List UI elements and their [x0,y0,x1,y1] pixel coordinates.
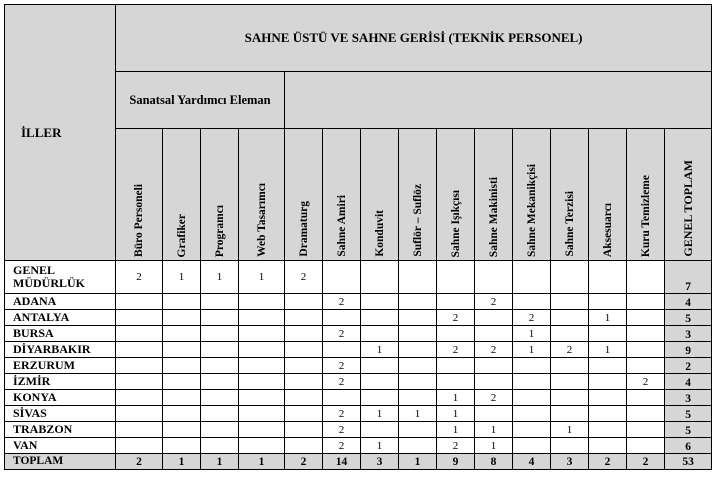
row-total-cell: 4 [665,294,712,310]
table-cell [285,342,323,358]
column-total-cell: 4 [513,454,551,470]
table-cell: 2 [437,310,475,326]
table-cell: 2 [437,342,475,358]
table-cell [589,422,627,438]
table-cell [285,294,323,310]
table-cell [163,406,201,422]
table-cell: 2 [323,438,361,454]
table-cell: 2 [475,294,513,310]
table-cell [239,310,285,326]
group-header: Sanatsal Yardımcı Eleman [116,72,285,129]
column-header [163,129,201,261]
table-cell [116,326,163,342]
column-header [323,129,361,261]
table-cell [475,326,513,342]
row-total-cell: 4 [665,374,712,390]
column-total-cell: 2 [285,454,323,470]
table-cell: 2 [475,342,513,358]
column-header-label: Suflör – Suflöz [411,184,424,257]
table-cell [627,358,665,374]
table-cell [201,358,239,374]
table-cell [239,326,285,342]
row-total-cell: 5 [665,310,712,326]
table-cell: 2 [323,422,361,438]
table-cell [627,342,665,358]
table-cell [627,422,665,438]
table-cell [361,310,399,326]
province-name: ANTALYA [5,310,116,326]
column-total-cell: 1 [163,454,201,470]
table-cell [513,374,551,390]
column-total-cell: 8 [475,454,513,470]
table-cell [399,294,437,310]
table-row [5,342,712,358]
row-total-cell: 5 [665,406,712,422]
table-cell [239,342,285,358]
table-cell [513,358,551,374]
column-header-label: Web Tasarımcı [255,183,268,257]
column-header [239,129,285,261]
group-header-blank [285,72,712,129]
table-cell [116,358,163,374]
column-header [361,129,399,261]
table-cell [323,390,361,406]
province-name: BURSA [5,326,116,342]
table-cell [399,326,437,342]
province-name: ERZURUM [5,358,116,374]
table-cell [437,326,475,342]
table-cell: 2 [323,374,361,390]
province-name: TRABZON [5,422,116,438]
table-cell: 2 [116,261,163,294]
table-cell [285,326,323,342]
table-cell [116,438,163,454]
column-header [399,129,437,261]
table-cell [475,358,513,374]
table-cell [551,358,589,374]
table-row [5,374,712,390]
column-header-label: Grafiker [175,213,188,257]
table-cell [239,422,285,438]
column-header-label: Aksesuarcı [601,202,614,257]
table-cell [201,406,239,422]
table-cell: 1 [361,406,399,422]
table-cell [589,406,627,422]
table-cell [116,406,163,422]
table-cell: 1 [589,310,627,326]
column-header [513,129,551,261]
table-cell: 1 [589,342,627,358]
total-row [5,454,712,470]
table-cell [589,374,627,390]
table-cell: 2 [627,374,665,390]
table-cell [201,374,239,390]
table-cell [239,374,285,390]
column-header-label: Sahne Makinisti [487,176,500,257]
column-header-label: Sahne Işıkçısı [449,189,462,257]
table-row [5,422,712,438]
table-cell: 2 [285,261,323,294]
table-cell [201,438,239,454]
table-cell [399,310,437,326]
table-cell [361,390,399,406]
table-cell [551,326,589,342]
table-cell [551,438,589,454]
table-cell [163,358,201,374]
province-name: VAN [5,438,116,454]
column-header-label: Sahne Terzisi [563,191,576,257]
table-cell [513,422,551,438]
table-cell [399,358,437,374]
row-total-cell: 2 [665,358,712,374]
table-cell [201,294,239,310]
table-cell [551,310,589,326]
table-cell [163,342,201,358]
table-cell: 2 [437,438,475,454]
table-cell: 1 [513,326,551,342]
table-cell [285,438,323,454]
table-cell [513,294,551,310]
row-total-cell: 3 [665,390,712,406]
table-cell [116,374,163,390]
total-label: TOPLAM [5,454,116,470]
table-row [5,261,712,294]
table-cell [201,342,239,358]
table-cell: 1 [475,438,513,454]
table-cell [627,310,665,326]
column-total-cell: 2 [627,454,665,470]
table-cell [627,326,665,342]
table-cell [627,261,665,294]
table-cell [201,310,239,326]
table-cell [163,310,201,326]
table-cell [323,310,361,326]
column-total-cell: 1 [201,454,239,470]
table-cell [116,310,163,326]
table-cell: 1 [361,438,399,454]
table-cell [163,438,201,454]
column-total-cell: 2 [116,454,163,470]
table-cell [239,406,285,422]
column-header-label: Konduvit [373,210,386,257]
table-cell: 1 [437,422,475,438]
column-header [285,129,323,261]
table-cell [551,406,589,422]
table-cell: 2 [323,294,361,310]
province-name: KONYA [5,390,116,406]
table-cell [627,390,665,406]
table-row [5,294,712,310]
table-cell [285,358,323,374]
table-row [5,358,712,374]
table-cell [239,358,285,374]
table-cell: 2 [475,390,513,406]
table-cell: 1 [437,390,475,406]
column-total-cell: 2 [589,454,627,470]
table-cell [513,406,551,422]
table-cell: 1 [163,261,201,294]
table-cell [361,358,399,374]
table-cell: 1 [551,422,589,438]
personnel-table [4,4,712,470]
provinces-header: İLLER [5,5,116,261]
table-cell [285,406,323,422]
column-header-label: Dramaturg [297,201,310,257]
table-cell [361,326,399,342]
table-cell [399,422,437,438]
table-cell [285,374,323,390]
column-header-label: Sahne Amiri [335,195,348,257]
column-header [551,129,589,261]
table-cell [513,390,551,406]
province-name: İZMİR [5,374,116,390]
row-total-cell: 6 [665,438,712,454]
column-header-label: Büro Personeli [133,184,145,257]
table-cell [589,294,627,310]
table-cell [627,294,665,310]
table-cell: 2 [323,406,361,422]
column-header [589,129,627,261]
table-cell [437,358,475,374]
table-cell [399,374,437,390]
table-cell [551,374,589,390]
table-cell [627,438,665,454]
table-cell [399,342,437,358]
column-total-cell: 14 [323,454,361,470]
table-cell [285,310,323,326]
province-name: ADANA [5,294,116,310]
column-header [201,129,239,261]
table-cell [361,261,399,294]
table-row [5,406,712,422]
table-cell [551,294,589,310]
table-cell [589,390,627,406]
table-row [5,438,712,454]
column-header-label: Sahne Mekanikçisi [525,164,538,257]
table-cell [323,261,361,294]
table-cell [116,390,163,406]
column-header [475,129,513,261]
table-cell [399,261,437,294]
table-cell [239,294,285,310]
table-cell [163,326,201,342]
table-cell [239,390,285,406]
table-cell [399,438,437,454]
row-total-cell: 3 [665,326,712,342]
table-cell [513,261,551,294]
province-name: GENEL MÜDÜRLÜK [5,261,116,294]
table-cell: 2 [513,310,551,326]
table-cell [201,326,239,342]
table-cell [589,438,627,454]
province-name: SİVAS [5,406,116,422]
table-title: SAHNE ÜSTÜ VE SAHNE GERİSİ (TEKNİK PERSONEL) [116,5,712,72]
table-row [5,326,712,342]
table-cell: 1 [361,342,399,358]
table-cell: 1 [399,406,437,422]
table-cell: 1 [437,406,475,422]
table-cell [116,294,163,310]
column-header-label: GENEL TOPLAM [680,160,695,257]
table-cell [361,374,399,390]
table-cell [475,406,513,422]
table-cell [163,390,201,406]
table-cell [163,422,201,438]
table-cell [163,294,201,310]
grand-total-cell: 53 [665,454,712,470]
table-cell [201,390,239,406]
column-total-cell: 1 [399,454,437,470]
table-cell [475,374,513,390]
table-cell: 2 [323,326,361,342]
province-name: DİYARBAKIR [5,342,116,358]
table-row [5,390,712,406]
row-total-cell: 7 [665,261,712,294]
table-cell [589,358,627,374]
table-cell: 1 [475,422,513,438]
table-cell [285,422,323,438]
table-cell [513,438,551,454]
table-cell [361,294,399,310]
table-cell [201,422,239,438]
column-header-label: Programcı [213,204,226,257]
column-header [665,129,712,261]
column-total-cell: 9 [437,454,475,470]
column-header [627,129,665,261]
table-cell [361,422,399,438]
table-cell: 2 [551,342,589,358]
table-cell [323,342,361,358]
table-cell: 2 [323,358,361,374]
table-cell [116,342,163,358]
table-cell: 1 [201,261,239,294]
column-header [437,129,475,261]
table-cell [163,374,201,390]
table-cell: 1 [513,342,551,358]
table-cell [589,261,627,294]
table-cell [551,390,589,406]
table-cell [437,261,475,294]
column-total-cell: 3 [551,454,589,470]
column-total-cell: 1 [239,454,285,470]
row-total-cell: 9 [665,342,712,358]
column-total-cell: 3 [361,454,399,470]
table-cell [399,390,437,406]
table-cell [437,374,475,390]
column-header [116,129,163,261]
table-row [5,310,712,326]
table-cell [589,326,627,342]
table-cell [285,390,323,406]
table-cell [116,422,163,438]
table-cell [437,294,475,310]
table-cell [475,310,513,326]
row-total-cell: 5 [665,422,712,438]
table-cell [627,406,665,422]
table-cell [551,261,589,294]
table-cell [239,438,285,454]
column-header-label: Kuru Temizleme [639,174,652,257]
table-cell: 1 [239,261,285,294]
table-cell [475,261,513,294]
